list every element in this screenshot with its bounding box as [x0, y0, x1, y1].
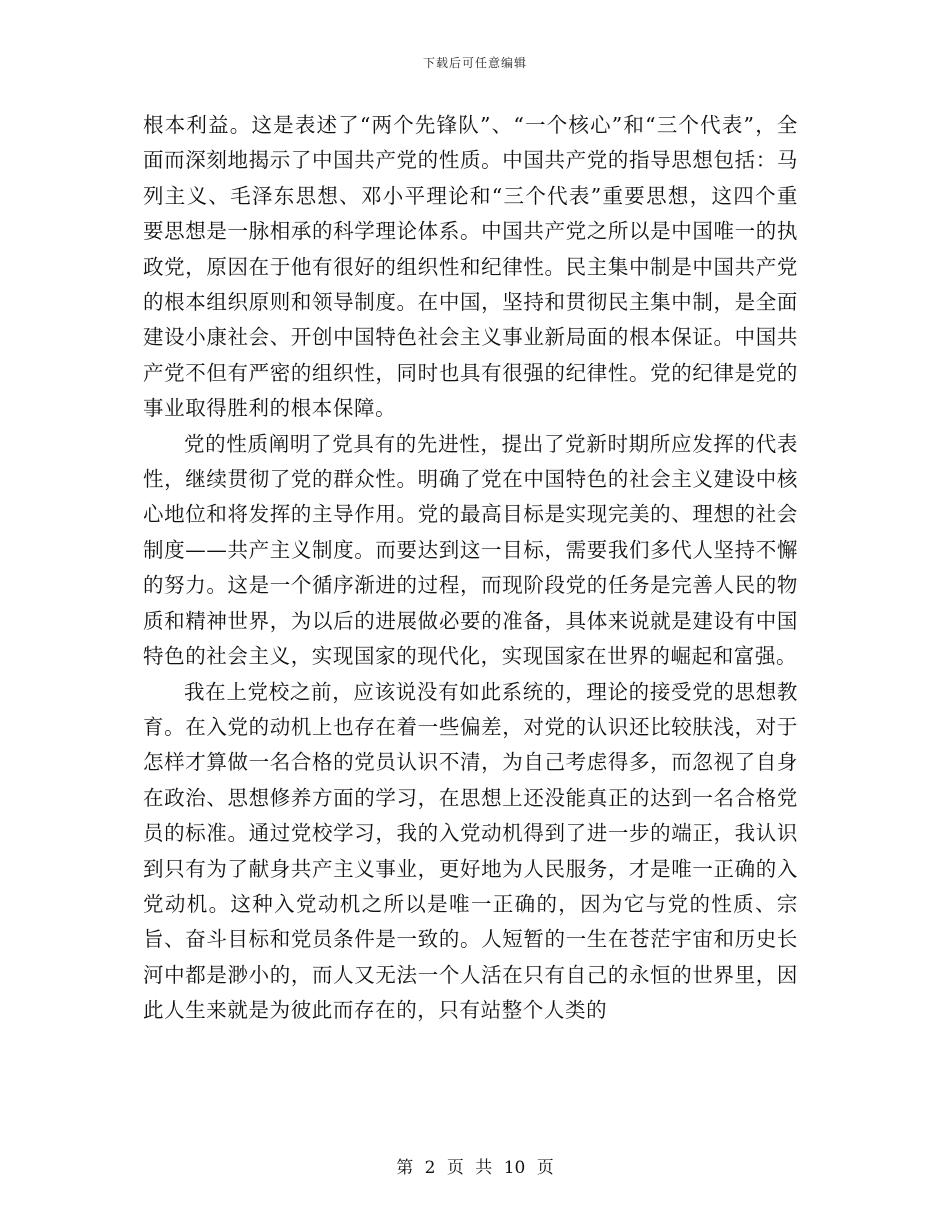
paragraph-2: 党的性质阐明了党具有的先进性，提出了党新时期所应发挥的代表性，继续贯彻了党的群众性。明确了党在中国特色的社会主义建设中核心地位和将发挥的主导作用。党的最高目标是实现完美的、理想的社会制度——共产主义制度。而要达到这一目标，需要我们多代人坚持不懈的努力。这是一个循序渐进的过程，而现阶段党的任务是完善人民的物质和精神世界，为以后的进展做必要的准备，具体来说就是建设有中国特色的社会主义，实现国家的现代化，实现国家在世界的崛起和富强。 — [143, 431, 798, 669]
page-header: 下载后可任意编辑 — [422, 56, 527, 70]
document-body — [143, 108, 798, 1029]
page-number: 第 2 页 共 10 页 — [396, 1158, 554, 1178]
paragraph-3: 我在上党校之前，应该说没有如此系统的，理论的接受党的思想教育。在入党的动机上也存在着一些偏差，对党的认识还比较肤浅，对于怎样才算做一名合格的党员认识不清，为自己考虑得多，而忽视了自身在政治、思想修养方面的学习，在思想上还没能真正的达到一名合格党员的标准。通过党校学习，我的入党动机得到了进一步的端正，我认识到只有为了献身共产主义事业，更好地为人民服务，才是唯一正确的入党动机。这种入党动机之所以是唯一正确的，因为它与党的性质、宗旨、奋斗目标和党员条件是一致的。人短暂的一生在苍茫宇宙和历史长河中都是渺小的，而人又无法一个人活在只有自己的永恒的世界里，因此人生来就是为彼此而存在的，只有站整个人类的 — [143, 679, 798, 1023]
paragraph-1: 根本利益。这是表述了“两个先锋队”、“一个核心”和“三个代表”，全面而深刻地揭示了中国共产党的性质。中国共产党的指导思想包括：马列主义、毛泽东思想、邓小平理论和“三个代表”重要思想，这四个重要思想是一脉相承的科学理论体系。中国共产党之所以是中国唯一的执政党，原因在于他有很好的组织性和纪律性。民主集中制是中国共产党的根本组织原则和领导制度。在中国，坚持和贯彻民主集中制，是全面建设小康社会、开创中国特色社会主义事业新局面的根本保证。中国共产党不但有严密的组织性，同时也具有很强的纪律性。党的纪律是党的事业取得胜利的根本保障。 — [143, 113, 798, 421]
